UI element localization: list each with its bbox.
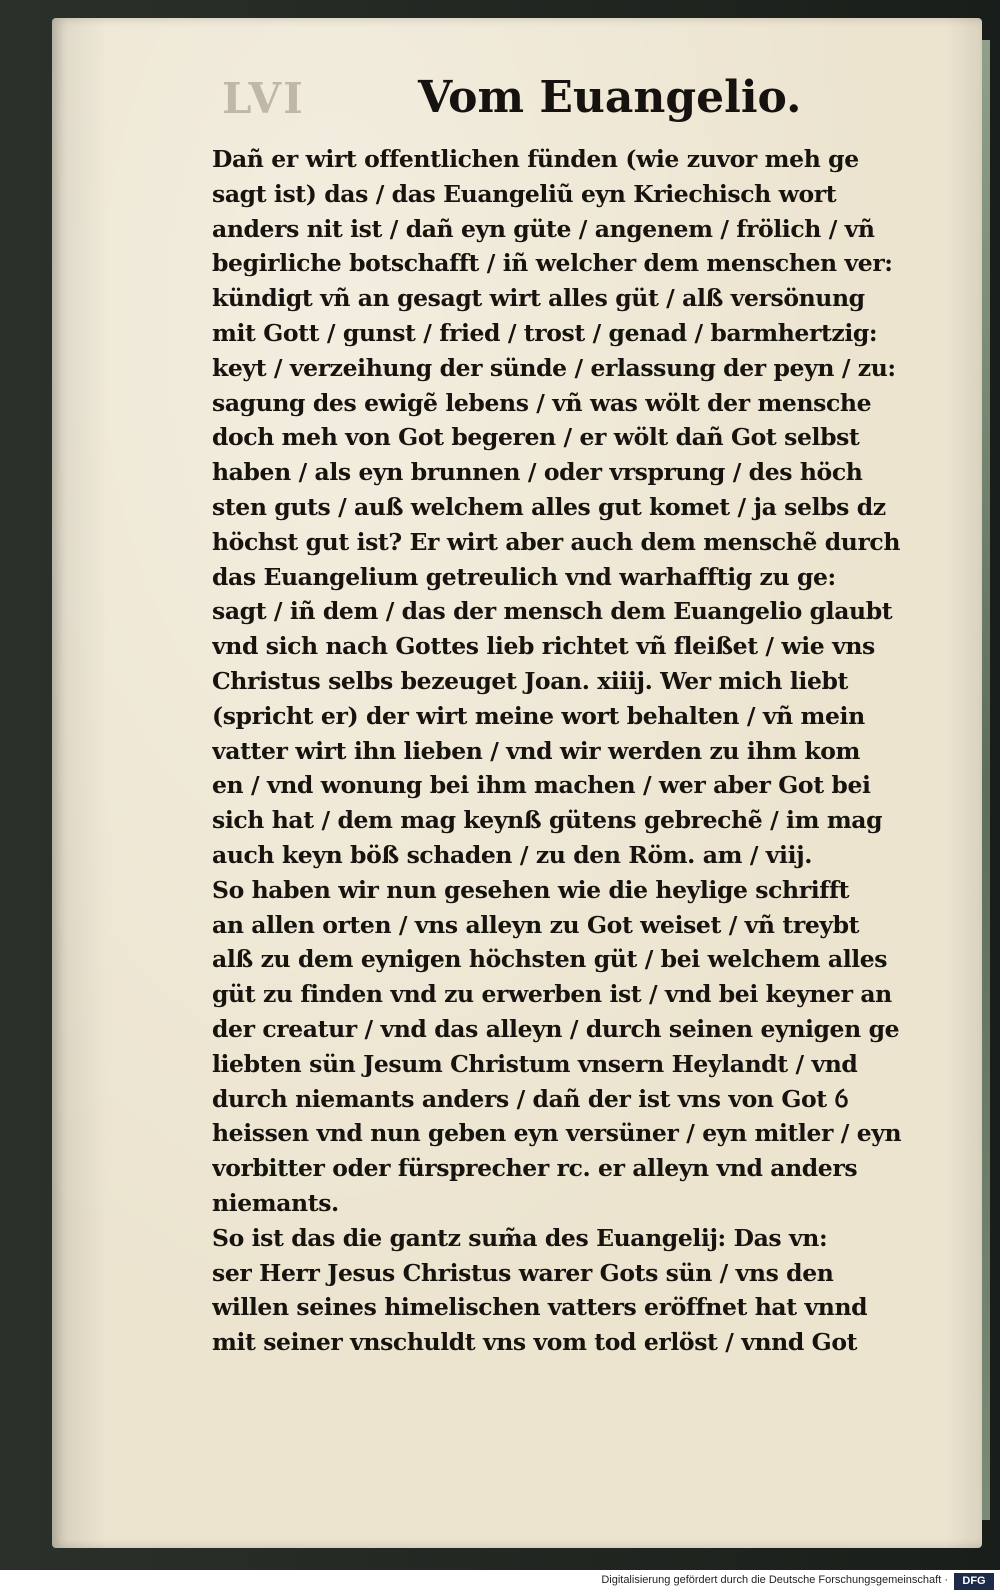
- dfg-logo: DFG: [954, 1573, 994, 1590]
- text-line: en / vnd wonung bei ihm machen / wer aber Got bei: [212, 771, 871, 800]
- text-line: heissen vnd nun geben eyn versüner / eyn mitler / eyn: [212, 1119, 902, 1148]
- footer-bar: [0, 1570, 1000, 1594]
- text-line: keyt / verzeihung der sünde / erlassung der peyn / zu:: [212, 353, 896, 382]
- running-headline: Vom Euangelio.: [418, 72, 802, 123]
- text-line: So haben wir nun gesehen wie die heylige schrifft: [212, 875, 850, 904]
- text-line: liebten sün Jesum Christum vnsern Heylandt / vnd: [212, 1049, 858, 1078]
- text-line: sagt / iñ dem / das der mensch dem Euangelio glaubt: [212, 597, 893, 626]
- text-line: begirliche botschafft / iñ welcher dem menschen ver:: [212, 249, 893, 278]
- text-line: ser Herr Jesus Christus warer Gots sün / vns den: [212, 1258, 834, 1287]
- text-line: haben / als eyn brunnen / oder vrsprung / des höch: [212, 458, 863, 487]
- text-line: mit Gott / gunst / fried / trost / genad / barmhertzig:: [212, 318, 878, 347]
- page-text-block: [212, 142, 958, 1360]
- text-line: sten guts / auß welchem alles gut komet / ja selbs dz: [212, 492, 886, 521]
- text-line: sich hat / dem mag keynß gütens gebrechẽ / im mag: [212, 806, 883, 835]
- text-line: kündigt vñ an gesagt wirt alles güt / alß versönung: [212, 284, 865, 313]
- text-line: güt zu finden vnd zu erwerben ist / vnd bei keyner an: [212, 980, 892, 1009]
- text-line: (spricht er) der wirt meine wort behalten / vñ mein: [212, 701, 865, 730]
- text-line: der creatur / vnd das alleyn / durch seinen eynigen ge: [212, 1014, 900, 1043]
- text-line: sagt ist) das / das Euangeliũ eyn Kriechisch wort: [212, 179, 837, 208]
- text-line: vorbitter oder fürsprecher rc. er alleyn vnd anders: [212, 1154, 858, 1183]
- text-line: doch meh von Got begeren / er wölt dañ Got selbst: [212, 423, 860, 452]
- text-line: So ist das die gantz sum̃a des Euangelij: Das vn:: [212, 1223, 828, 1252]
- text-line: auch keyn böß schaden / zu den Röm. am / viij.: [212, 840, 812, 869]
- text-line: vnd sich nach Gottes lieb richtet vñ fleißet / wie vns: [212, 632, 875, 661]
- text-line: niemants.: [212, 1188, 339, 1217]
- text-line: sagung des ewigẽ lebens / vñ was wölt der mensche: [212, 388, 872, 417]
- text-line: Christus selbs bezeuget Joan. xiiij. Wer mich liebt: [212, 666, 848, 695]
- text-line: an allen orten / vns alleyn zu Got weiset / vñ treybt: [212, 910, 860, 939]
- text-line: das Euangelium getreulich vnd warhafftig zu ge:: [212, 562, 836, 591]
- text-line: mit seiner vnschuldt vns vom tod erlöst / vnnd Got: [212, 1328, 858, 1357]
- text-line: Dañ er wirt offentlichen fünden (wie zuvor meh ge: [212, 145, 859, 173]
- text-line: durch niemants anders / dañ der ist vns von Got ỽ: [212, 1084, 849, 1113]
- text-line: anders nit ist / dañ eyn güte / angenem / frölich / vñ: [212, 214, 875, 243]
- funding-credit: Digitalisierung gefördert durch die Deutsche Forschungsgemeinschaft ·: [601, 1574, 948, 1586]
- folio-number: LVI: [222, 74, 305, 123]
- text-line: willen seines himelischen vatters eröffnet hat vnnd: [212, 1293, 868, 1322]
- text-line: alß zu dem eynigen höchsten güt / bei welchem alles: [212, 945, 888, 974]
- text-line: vatter wirt ihn lieben / vnd wir werden zu ihm kom: [212, 736, 860, 765]
- text-line: höchst gut ist? Er wirt aber auch dem menschẽ durch: [212, 527, 901, 556]
